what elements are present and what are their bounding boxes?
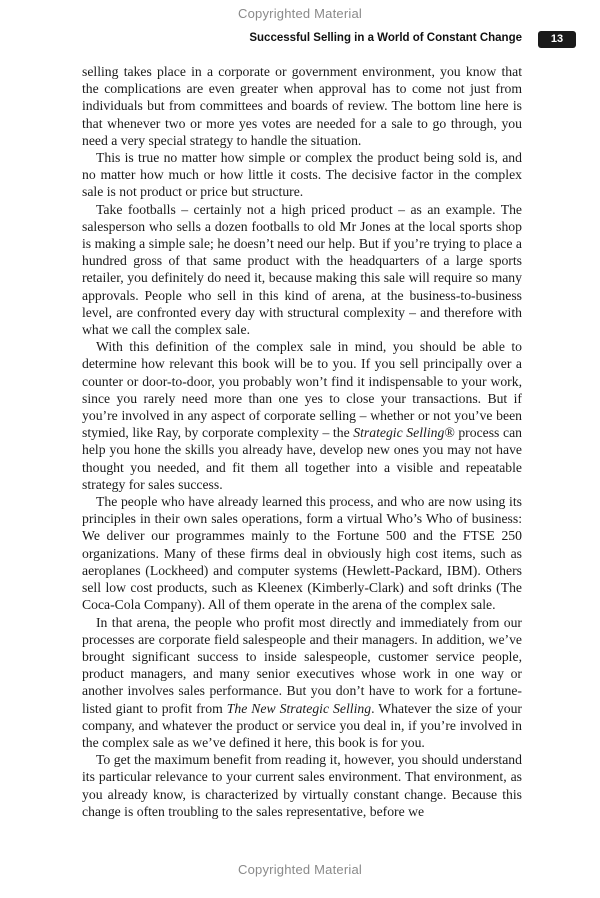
paragraph-text: selling takes place in a corporate or government environment, you know that the complications are even greater when approval has to come not just from individuals but from committees and boards of review. The bottom line here is that whenever two or more yes votes are needed for a sale to go through, you need a very special strategy to handle the situation. [82,64,522,148]
paragraph-text: The people who have already learned this process, and who are now using its principles in their own sales operations, form a virtual Who’s Who of business: We deliver our programmes mainly to the Fortune 500 and the FTSE 250 organizations. Many of these firms deal in obviously high cost items, such as aeroplanes (Lockheed) and computer systems (Hewlett-Packard, IBM). Others sell low cost products, such as Kleenex (Kimberly-Clark) and soft drinks (The Coca-Cola Company). All of them operate in the arena of the complex sale. [82,494,522,613]
paragraph [82,63,522,149]
paragraph [82,201,522,339]
paragraph [82,614,522,752]
paragraph [82,751,522,820]
paragraph [82,338,522,493]
page-number-badge: 13 [538,31,576,48]
paragraph-text: This is true no matter how simple or complex the product being sold is, and no matter how much or how little it costs. The decisive factor in the complex sale is not product or price but structure. [82,150,522,200]
paragraph [82,149,522,201]
copyright-watermark-top: Copyrighted Material [238,6,362,21]
copyright-watermark-bottom: Copyrighted Material [238,862,362,877]
paragraph-text: process can help you hone the skills you already have, develop new ones you may not have thought you needed, and fit them all together into a visible and repeatable strategy for sales success. [82,425,522,492]
paragraph [82,493,522,613]
running-head [0,31,600,49]
paragraph-text: With this definition of the complex sale in mind, you should be able to determine how relevant this book will be to you. If you sell principally over a counter or door-to-door, you probably won’t find it indispensable to your work, since you rarely need more than one yes to close your transactions. But if you’re involved in any aspect of corporate selling – whether or not you’ve been stymied, like Ray, by corporate complexity – the [82,339,522,441]
italic-title: Strategic Selling® [353,425,455,441]
italic-title: The New Strategic Selling [226,700,372,716]
paragraph-text: In that arena, the people who profit most directly and immediately from our processes are corporate field salespeople and their managers. In addition, we’ve brought significant success to inside salespeople, customer service people, product managers, and many senior executives whose work in one way or another involves sales performance. But you don’t have to work for a fortune-listed giant to profit from [82,614,522,716]
chapter-running-title: Successful Selling in a World of Constant Change [249,32,522,44]
body-text [82,63,522,820]
paragraph-text: Take footballs – certainly not a high priced product – as an example. The salesperson who sells a dozen footballs to old Mr Jones at the local sports shop is making a simple sale; he doesn’t need our help. But if you’re trying to place a hundred gross of that same product with the headquarters of a large sports retailer, you definitely do need it, because making this sale will require so many approvals. People who sell in this kind of arena, at the business-to-business level, are confronted every day with structural complexity – and therefore with what we call the complex sale. [82,201,522,338]
paragraph-text: . Whatever the size of your company, and whatever the product or service you deal in, if you’re involved in the complex sale as we’ve defined it here, this book is for you. [82,700,522,750]
paragraph-text: To get the maximum benefit from reading it, however, you should understand its particular relevance to your current sales environment. That environment, as you already know, is characterized by virtually constant change. Because this change is often troubling to the sales representative, before we [82,752,522,819]
